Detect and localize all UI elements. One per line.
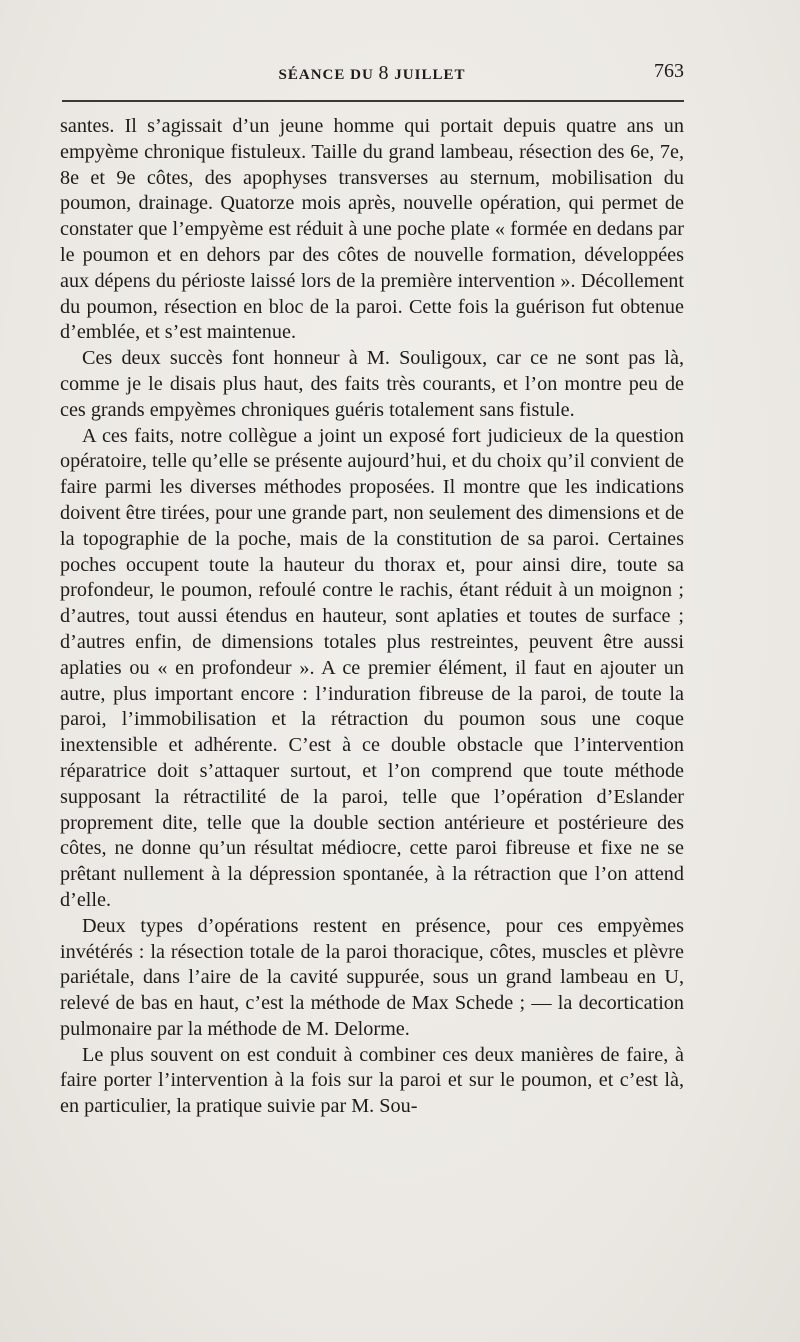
paragraph-4: Deux types d’opérations restent en présence, pour ces empyèmes invétérés : la résection totale de la paroi thoracique, côtes, muscles et plèvre pariétale, dans l’aire de la cavité suppurée, sous un grand lambeau en U, relevé de bas en haut, c’est la méthode de Max Schede ; — la decortication pulmonaire par la méthode de M. Delorme.	[60, 914, 684, 1040]
running-title	[60, 62, 684, 85]
running-title-suffix: JUILLET	[389, 67, 466, 83]
paragraph-2: Ces deux succès font honneur à M. Souligoux, car ce ne sont pas là, comme je le disais plus haut, des faits très courants, et l’on montre peu de ces grands empyèmes chroniques guéris totalement sans fistule.	[60, 347, 684, 421]
paragraph-5: Le plus souvent on est conduit à combiner ces deux manières de faire, à faire porter l’intervention à la fois sur la paroi et sur le poumon, et c’est là, en particulier, la pratique suivie par M. Sou-	[60, 1043, 684, 1118]
running-title-number: 8	[378, 62, 390, 84]
paragraph-1: santes. Il s’agissait d’un jeune homme qui portait depuis quatre ans un empyème chronique fistuleux. Taille du grand lambeau, résection des 6e, 7e, 8e et 9e côtes, des apophyses transverses au sternum, mobilisation du poumon, drainage. Quatorze mois après, nouvelle opération, qui permet de constater que l’empyème est réduit à une poche plate « formée en dedans par le poumon et en dehors par des côtes de nouvelle formation, développées aux dépens du périoste laissé lors de la première intervention ». Décollement du poumon, résection en bloc de la paroi. Cette fois la guérison fut obtenue d’emblée, et s’est maintenue.	[60, 115, 684, 344]
running-title-prefix: SÉANCE DU	[278, 67, 379, 83]
header-rule	[62, 100, 684, 102]
page-number: 763	[654, 60, 684, 82]
body-text	[60, 114, 684, 1120]
paragraph-3: A ces faits, notre collègue a joint un exposé fort judicieux de la question opératoire, telle qu’elle se présente aujourd’hui, et du choix qu’il convient de faire parmi les diverses méthodes proposées. Il montre que les indications doivent être tirées, pour une grande part, non seulement des dimensions et de la topographie de la poche, mais de la constitution de sa paroi. Certaines poches occupent toute la hauteur du thorax et, pour ainsi dire, toute sa profondeur, le poumon, refoulé contre le rachis, étant réduit à un moignon ; d’autres, tout aussi étendus en hauteur, sont aplaties et toutes de surface ; d’autres enfin, de dimensions totales plus restreintes, peuvent être aussi aplaties ou « en profondeur ». A ce premier élément, il faut en ajouter un autre, plus important encore : l’induration fibreuse de la paroi, de toute la paroi, l’immobilisation et la rétraction du poumon sous une coque inextensible et adhérente. C’est à ce double obstacle que l’intervention réparatrice doit s’attaquer surtout, et l’on comprend que toute méthode supposant la rétractilité de la paroi, telle que l’opération d’Eslander proprement dite, telle que la double section antérieure et postérieure des côtes, ne donne qu’un résultat médiocre, cette paroi fibreuse et fixe ne se prêtant nullement à la dépression spontanée, à la rétraction que l’on attend d’elle.	[60, 424, 684, 911]
page-header	[60, 62, 684, 86]
